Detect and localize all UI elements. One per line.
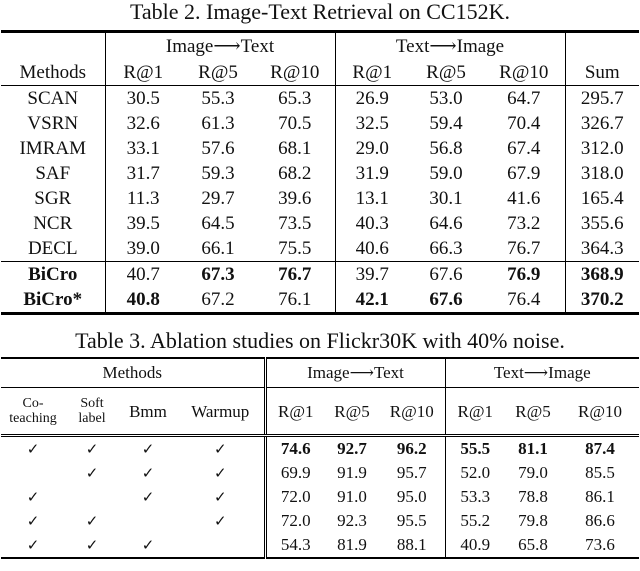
group-image-to-text: Image⟶Text [105, 32, 335, 61]
bmm-check: ✓ [141, 464, 155, 482]
metric-cell: 53.0 [429, 88, 463, 109]
metric-cell: 91.9 [337, 463, 367, 482]
metric-cell: 55.2 [445, 509, 505, 533]
table-row [1, 533, 639, 558]
coteaching-check: ✓ [26, 536, 40, 554]
soft-label-header: Soft label [65, 388, 119, 436]
metric-cell: 79.0 [518, 463, 548, 482]
metric-cell: 61.3 [201, 113, 235, 134]
table-row [1, 509, 639, 533]
bmm-check [119, 509, 177, 533]
warmup-check: ✓ [213, 464, 227, 482]
table3-group-header-row [1, 358, 639, 388]
table3-caption: Table 3. Ablation studies on Flickr30K with 40% noise. [75, 328, 565, 353]
table-row [1, 236, 639, 262]
soft-label-check: ✓ [85, 536, 99, 554]
warmup-check: ✓ [213, 440, 227, 458]
metric-cell: 87.4 [585, 439, 615, 458]
group-text-to-image: Text⟶Image [445, 358, 639, 388]
metric-cell: 40.3 [335, 211, 409, 236]
metric-cell: 66.1 [201, 238, 235, 259]
metric-cell: 33.1 [105, 136, 181, 161]
metric-cell: 54.3 [265, 533, 325, 558]
sum-cell: 355.6 [565, 211, 639, 236]
metric-cell: 39.6 [278, 188, 312, 209]
methods-header: Methods [1, 60, 105, 86]
method-name: SGR [34, 188, 72, 209]
metric-cell: 55.3 [201, 88, 235, 109]
table-row [1, 436, 639, 462]
metric-cell: 40.7 [105, 262, 181, 288]
metric-cell: 66.3 [429, 238, 463, 259]
metric-cell: 88.1 [396, 535, 427, 554]
metric-cell: 92.7 [337, 439, 367, 458]
metric-cell: 32.5 [335, 111, 409, 136]
metric-header: R@10 [561, 388, 639, 436]
metric-cell: 92.3 [337, 511, 367, 530]
metric-cell: 57.6 [201, 138, 235, 159]
metric-cell: 55.5 [445, 436, 505, 462]
group-text-to-image: Text⟶Image [335, 32, 565, 61]
warmup-check [177, 533, 265, 558]
metric-cell: 64.5 [201, 213, 235, 234]
metric-cell: 67.3 [181, 262, 255, 288]
metric-cell: 40.6 [335, 236, 409, 262]
metric-cell: 68.2 [278, 163, 312, 184]
metric-header: R@5 [505, 388, 561, 436]
table-row [1, 485, 639, 509]
metric-cell: 73.5 [278, 213, 312, 234]
metric-header: R@10 [379, 388, 445, 436]
table2-caption: Table 2. Image-Text Retrieval on CC152K. [130, 0, 510, 24]
table-row [1, 86, 639, 112]
metric-cell: 78.8 [518, 487, 548, 506]
coteaching-check [1, 461, 65, 485]
table3-column-header-row [1, 388, 639, 436]
table3 [1, 357, 639, 559]
table-row [1, 211, 639, 236]
coteaching-check: ✓ [26, 440, 40, 458]
metric-header: R@5 [181, 60, 255, 86]
metric-cell: 76.9 [483, 262, 565, 288]
method-name: NCR [33, 213, 73, 234]
metric-header: R@10 [255, 60, 335, 86]
table-row [1, 186, 639, 211]
metric-cell: 52.0 [445, 461, 505, 485]
metric-cell: 31.9 [335, 161, 409, 186]
sum-cell: 312.0 [565, 136, 639, 161]
table2-column-header-row [1, 60, 639, 86]
metric-cell: 67.4 [507, 138, 541, 159]
method-name: VSRN [27, 113, 79, 134]
metric-cell: 73.2 [507, 213, 541, 234]
metric-cell: 72.0 [265, 509, 325, 533]
metric-cell: 76.4 [507, 289, 541, 310]
sum-cell: 295.7 [565, 86, 639, 112]
metric-cell: 64.7 [507, 88, 541, 109]
metric-cell: 70.4 [507, 113, 541, 134]
metric-cell: 42.1 [335, 287, 409, 314]
metric-cell: 40.8 [105, 287, 181, 314]
table-row [1, 136, 639, 161]
metric-cell: 76.7 [255, 262, 335, 288]
metric-cell: 29.7 [201, 188, 235, 209]
metric-cell: 65.8 [518, 535, 548, 554]
metric-cell: 32.6 [105, 111, 181, 136]
metric-cell: 74.6 [265, 436, 325, 462]
sum-cell: 364.3 [565, 236, 639, 262]
bmm-check: ✓ [141, 488, 155, 506]
coteaching-check: ✓ [26, 488, 40, 506]
metric-cell: 31.7 [105, 161, 181, 186]
warmup-header: Warmup [177, 388, 265, 436]
method-name: IMRAM [19, 138, 86, 159]
metric-cell: 53.3 [445, 485, 505, 509]
metric-header: R@5 [325, 388, 379, 436]
metric-cell: 70.5 [278, 113, 312, 134]
warmup-check: ✓ [213, 512, 227, 530]
sum-cell: 326.7 [565, 111, 639, 136]
table2-group-header-row [1, 32, 639, 61]
metric-cell: 69.9 [265, 461, 325, 485]
metric-cell: 79.8 [518, 511, 548, 530]
method-name: DECL [27, 238, 78, 259]
metric-cell: 91.0 [337, 487, 367, 506]
sum-header: Sum [565, 60, 639, 86]
bmm-header: Bmm [119, 388, 177, 436]
method-name: SCAN [27, 88, 79, 109]
metric-cell: 96.2 [396, 439, 427, 458]
metric-cell: 68.1 [278, 138, 312, 159]
metric-cell: 76.1 [278, 289, 312, 310]
sum-cell: 370.2 [565, 287, 639, 314]
group-image-to-text: Image⟶Text [265, 358, 445, 388]
coteaching-check: ✓ [26, 512, 40, 530]
metric-header: R@1 [265, 388, 325, 436]
bmm-check: ✓ [141, 440, 155, 458]
metric-cell: 40.9 [445, 533, 505, 558]
method-name: BiCro [1, 262, 105, 288]
method-name: BiCro* [23, 289, 83, 310]
metric-cell: 72.0 [265, 485, 325, 509]
bmm-check: ✓ [141, 536, 155, 554]
soft-label-check [65, 485, 119, 509]
metric-cell: 76.7 [507, 238, 541, 259]
metric-cell: 39.7 [335, 262, 409, 288]
sum-cell: 318.0 [565, 161, 639, 186]
methods-header: Methods [1, 358, 265, 388]
metric-cell: 56.8 [429, 138, 463, 159]
metric-header: R@10 [483, 60, 565, 86]
soft-label-check: ✓ [85, 512, 99, 530]
method-name: SAF [35, 163, 71, 184]
table-row [1, 111, 639, 136]
soft-label-check: ✓ [85, 440, 99, 458]
metric-cell: 86.1 [585, 487, 615, 506]
metric-cell: 85.5 [585, 463, 615, 482]
metric-header: R@1 [445, 388, 505, 436]
metric-cell: 59.4 [429, 113, 463, 134]
metric-cell: 73.6 [585, 535, 615, 554]
coteaching-header: Co- teaching [1, 388, 65, 436]
table2 [1, 30, 639, 315]
metric-cell: 67.2 [201, 289, 235, 310]
metric-cell: 75.5 [278, 238, 312, 259]
metric-cell: 29.0 [335, 136, 409, 161]
metric-cell: 86.6 [585, 511, 615, 530]
metric-cell: 67.9 [507, 163, 541, 184]
sum-cell: 368.9 [565, 262, 639, 288]
metric-cell: 39.5 [105, 211, 181, 236]
table-row [1, 262, 639, 288]
table-row [1, 161, 639, 186]
metric-cell: 41.6 [507, 188, 541, 209]
metric-cell: 95.0 [396, 487, 427, 506]
metric-cell: 65.3 [278, 88, 312, 109]
metric-cell: 26.9 [335, 86, 409, 112]
metric-cell: 67.6 [409, 262, 483, 288]
metric-cell: 13.1 [335, 186, 409, 211]
metric-cell: 30.5 [105, 86, 181, 112]
sum-cell: 165.4 [565, 186, 639, 211]
metric-cell: 64.6 [429, 213, 463, 234]
metric-header: R@5 [409, 60, 483, 86]
metric-header: R@1 [335, 60, 409, 86]
metric-cell: 59.3 [201, 163, 235, 184]
metric-cell: 81.1 [518, 439, 548, 458]
warmup-check: ✓ [213, 488, 227, 506]
metric-cell: 59.0 [429, 163, 463, 184]
metric-cell: 81.9 [337, 535, 367, 554]
table-row [1, 287, 639, 314]
metric-cell: 95.7 [396, 463, 427, 482]
metric-cell: 30.1 [429, 188, 463, 209]
table-row [1, 461, 639, 485]
metric-cell: 39.0 [105, 236, 181, 262]
metric-cell: 11.3 [105, 186, 181, 211]
metric-cell: 95.5 [396, 511, 427, 530]
soft-label-check: ✓ [85, 464, 99, 482]
metric-header: R@1 [105, 60, 181, 86]
metric-cell: 67.6 [429, 289, 463, 310]
